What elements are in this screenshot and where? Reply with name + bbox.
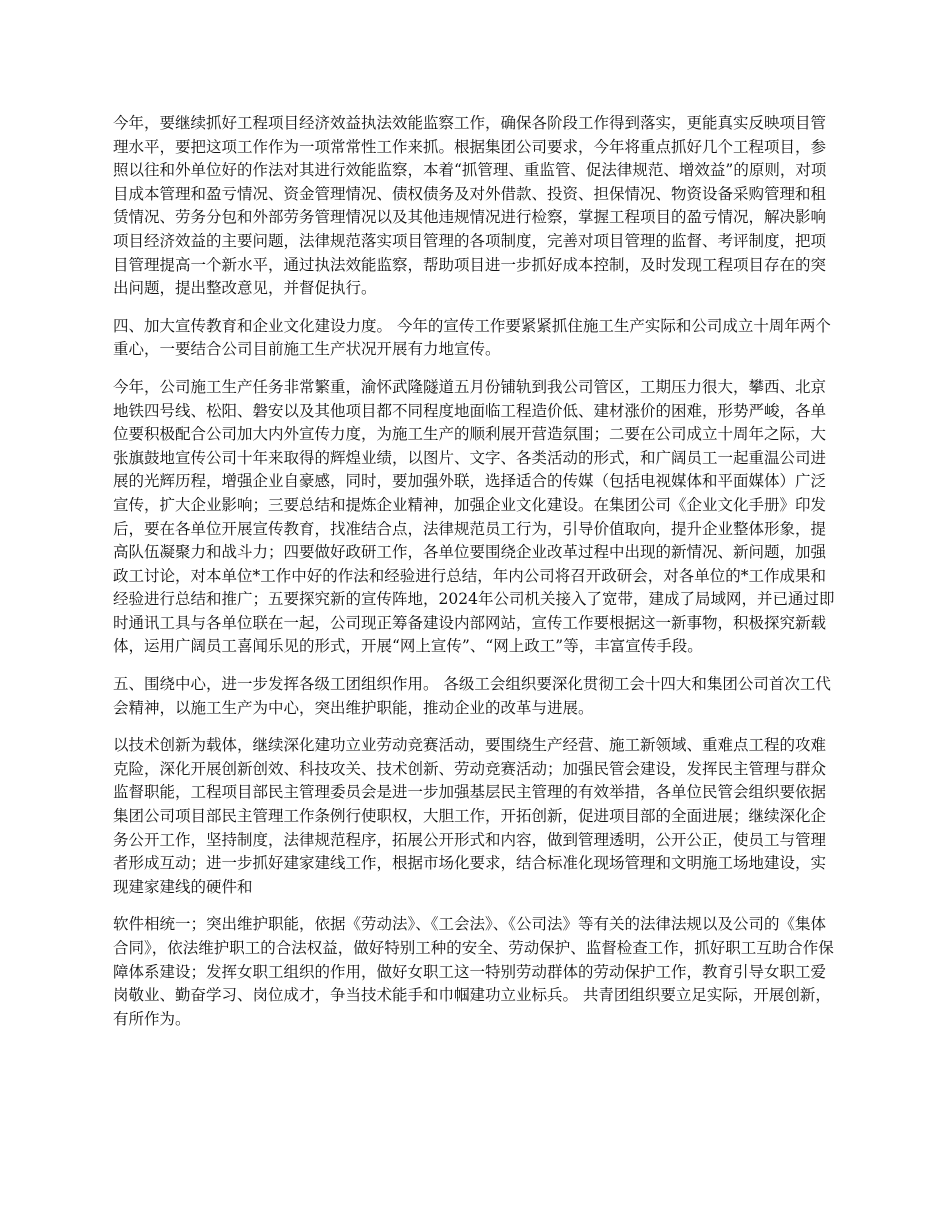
paragraph-section-5-heading: 五、围绕中心，进一步发挥各级工团组织作用。 各级工会组织要深化贯彻工会十四大和集团公司首次工代会精神，以施工生产为中心，突出维护职能，推动企业的改革与进展。 (113, 675, 831, 717)
paragraph-section-4-heading: 四、加大宣传教育和企业文化建设力度。 今年的宣传工作要紧紧抓住施工生产实际和公司成立十周年两个重心，一要结合公司目前施工生产状况开展有力地宣传。 (113, 316, 831, 359)
paragraph-efficiency-supervision: 今年，要继续抓好工程项目经济效益执法效能监察工作，确保各阶段工作得到落实，更能真实反映项目管理水平，要把这项工作作为一项常常性工作来抓。根据集团公司要求，今年将重点抓好几个工程项目，参照以往和外单位好的作法对其进行效能监察，本着“抓管理、重监管、促法律规范、增效益”的原则，对项目成本管理和盈亏情况、资金管理情况、债权债务及对外借款、投资、担保情况、物资设备采购管理和租赁情况、劳务分包和外部劳务管理情况以及其他违规情况进行检察，掌握工程项目的盈亏情况，解决影响项目经济效益的主要问题，法律规范落实项目管理的各项制度，完善对项目管理的监督、考评制度，把项目管理提高一个新水平，通过执法效能监察，帮助项目进一步抓好成本控制，及时发现工程项目存在的突出问题，提出整改意见，并督促执行。 (113, 114, 827, 298)
document-body (113, 112, 841, 1045)
paragraph-publicity-work: 今年，公司施工生产任务非常繁重，渝怀武隆隧道五月份铺轨到我公司管区，工期压力很大，攀西、北京地铁四号线、松阳、磐安以及其他项目都不同程度地面临工程造价低、建材涨价的困难，形势严峻，各单位要积极配合公司加大内外宣传力度，为施工生产的顺利展开营造氛围；二要在公司成立十周年之际，大张旗鼓地宣传公司十年来取得的辉煌业绩，以图片、文字、各类活动的形式，和广阔员工一起重温公司进展的光辉历程，增强企业自豪感，同时，要加强外联，选择适合的传媒（包括电视媒体和平面媒体）广泛宣传，扩大企业影响；三要总结和提炼企业精神，加强企业文化建设。在集团公司《企业文化手册》印发后，要在各单位开展宣传教育，找准结合点，法律规范员工行为，引导价值取向，提升企业整体形象，提高队伍凝聚力和战斗力；四要做好政研工作，各单位要围绕企业改革过程中出现的新情况、新问题，加强政工讨论，对本单位*工作中好的作法和经验进行总结，年内公司将召开政研会，对各单位的*工作成果和经验进行总结和推广；五要探究新的宣传阵地，2024年公司机关接入了宽带，建成了局域网，并已通过即时通讯工具与各单位联在一起，公司现正筹备建设内部网站，宣传工作要根据这一新事物，积极探究新载体，运用广阔员工喜闻乐见的形式，开展“网上宣传”、“网上政工”等，丰富宣传手段。 (113, 377, 835, 656)
paragraph-worker-protection: 软件相统一；突出维护职能，依据《劳动法》、《工会法》、《公司法》等有关的法律法规以及公司的《集体合同》，依法维护职工的合法权益，做好特别工种的安全、劳动保护、监督检查工作，抓好职工互助合作保障体系建设；发挥女职工组织的作用，做好女职工这一特别劳动群体的劳动保护工作，教育引导女职工爱岗敬业、勤奋学习、岗位成才，争当技术能手和巾帼建功立业标兵。 共青团组织要立足实际，开展创新，有所作为。 (113, 915, 834, 1028)
paragraph-technical-innovation: 以技术创新为载体，继续深化建功立业劳动竞赛活动，要围绕生产经营、施工新领域、重难点工程的攻难克险，深化开展创新创效、科技攻关、技术创新、劳动竞赛活动；加强民管会建设，发挥民主管理与群众监督职能，工程项目部民主管理委员会是进一步加强基层民主管理的有效举措，各单位民管会组织要依据集团公司项目部民主管理工作条例行使职权，大胆工作，开拓创新，促进项目部的全面进展；继续深化企务公开工作，坚持制度，法律规范程序，拓展公开形式和内容，做到管理透明，公开公正，使员工与管理者形成互动；进一步抓好建家建线工作，根据市场化要求，结合标准化现场管理和文明施工场地建设，实现建家建线的硬件和 (113, 736, 827, 896)
